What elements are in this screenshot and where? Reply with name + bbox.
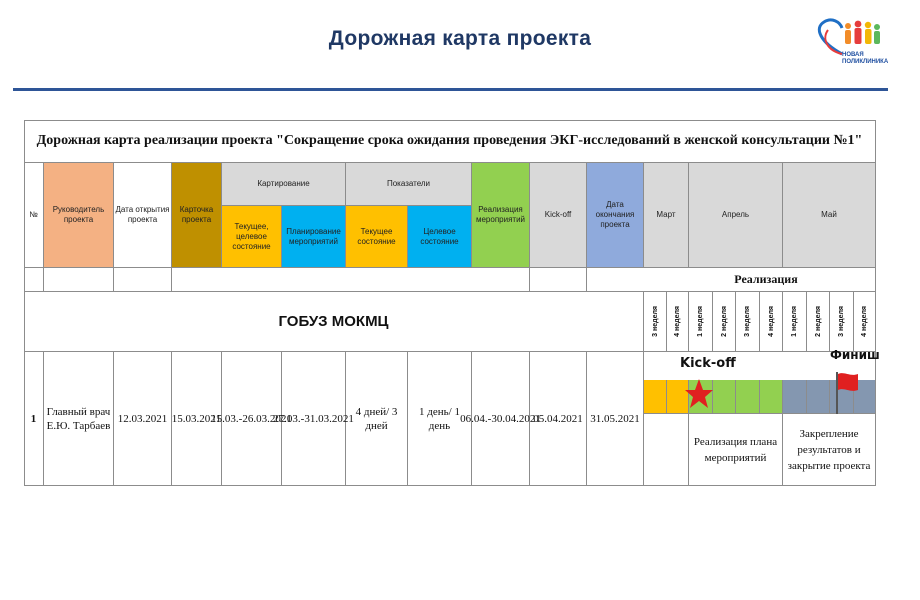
header-implementation: Реализация мероприятий [472, 163, 530, 268]
empty-cell [530, 268, 587, 292]
week-label: 2 неделя [720, 306, 728, 337]
header-mapping-current: Текущее, целевое состояние [222, 206, 282, 268]
slide-title: Дорожная карта проекта [328, 27, 592, 50]
header-leader: Руководитель проекта [44, 163, 114, 268]
week-cell [830, 292, 854, 352]
gantt-cell-yellow [644, 380, 667, 414]
row-leader: Главный врач Е.Ю. Тарбаев [44, 352, 114, 486]
gantt-cell-green [736, 380, 760, 414]
empty-cell [644, 414, 689, 486]
week-cell [736, 292, 760, 352]
logo-line1: НОВАЯ [842, 52, 864, 58]
header-card: Карточка проекта [172, 163, 222, 268]
header-march: Март [644, 163, 689, 268]
header-mapping: Картирование [222, 163, 346, 206]
week-label: 3 неделя [838, 306, 845, 337]
empty-cell [44, 268, 114, 292]
kickoff-milestone-label: Kick-off [680, 356, 736, 371]
week-label: 4 неделя [767, 306, 775, 337]
week-cell [713, 292, 736, 352]
week-cell [644, 292, 667, 352]
header-may: Май [783, 163, 876, 268]
row-num: 1 [24, 352, 44, 486]
star-icon [684, 378, 714, 410]
flag-icon [832, 368, 862, 416]
row-mapping-plan: 27.03.-31.03.2021 [282, 352, 346, 486]
finish-milestone-label: Финиш [830, 348, 880, 362]
logo-line2: ПОЛИКЛИНИКА [842, 59, 889, 65]
empty-cell [24, 268, 44, 292]
title-divider [13, 88, 888, 91]
week-label: 4 неделя [674, 306, 681, 337]
header-end-date: Дата окончания проекта [587, 163, 644, 268]
consolidation-note: Закрепление результатов и закрытие проекта [783, 414, 876, 486]
gantt-cell-blue [807, 380, 830, 414]
realization-label: Реализация [587, 268, 876, 292]
week-cell [689, 292, 713, 352]
header-kickoff: Kick-off [530, 163, 587, 268]
row-mapping-current: 15.03.-26.03.2021 [222, 352, 282, 486]
gantt-cell-green [760, 380, 783, 414]
week-label: 3 неделя [744, 306, 751, 337]
header-open-date: Дата открытия проекта [114, 163, 172, 268]
header-indicators: Показатели [346, 163, 472, 206]
organization-name: ГОБУЗ МОКМЦ [24, 292, 644, 352]
header-mapping-plan: Планирование мероприятий [282, 206, 346, 268]
week-label: 1 неделя [697, 306, 704, 337]
header-ind-target: Целевое состояние [408, 206, 472, 268]
week-label: 2 неделя [814, 306, 822, 337]
week-cell [760, 292, 783, 352]
week-label: 3 неделя [651, 306, 659, 337]
logo-caption [842, 52, 888, 66]
week-cell [667, 292, 689, 352]
row-implementation: 06.04.-30.04.2021 [472, 352, 530, 486]
week-label: 4 неделя [861, 306, 868, 337]
week-cell [807, 292, 830, 352]
row-end-date: 31.05.2021 [587, 352, 644, 486]
header-april: Апрель [689, 163, 783, 268]
week-label: 1 неделя [791, 306, 798, 337]
empty-cell [172, 268, 530, 292]
row-ind-target: 1 день/ 1 день [408, 352, 472, 486]
gantt-cell-green [713, 380, 736, 414]
implementation-note: Реализация плана мероприятий [689, 414, 783, 486]
row-card-date: 15.03.2021 [172, 352, 222, 486]
gantt-cell-blue [783, 380, 807, 414]
week-cell [854, 292, 876, 352]
row-ind-current: 4 дней/ 3 дней [346, 352, 408, 486]
sheet-title: Дорожная карта реализации проекта "Сокращение срока ожидания проведения ЭКГ-исследований в женской консультации №1" [24, 120, 876, 163]
row-kickoff-date: 05.04.2021 [530, 352, 587, 486]
roadmap-table [24, 120, 880, 486]
header-num: № [24, 163, 44, 268]
header-ind-current: Текущее состояние [346, 206, 408, 268]
week-cell [783, 292, 807, 352]
empty-cell [114, 268, 172, 292]
row-open-date: 12.03.2021 [114, 352, 172, 486]
